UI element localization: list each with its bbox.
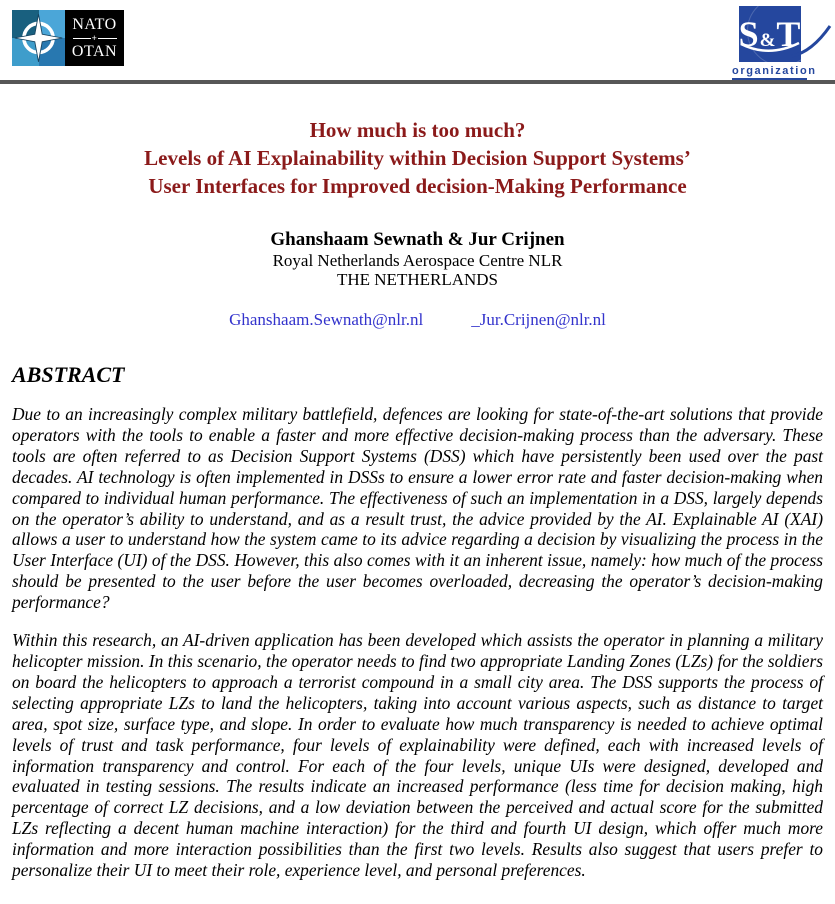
otan-text: OTAN (71, 42, 118, 60)
sto-ampersand: & (759, 30, 776, 51)
sto-logo (732, 6, 817, 80)
nato-wordmark (65, 10, 124, 66)
email-row (0, 310, 835, 330)
nato-cross-icon: + (91, 32, 98, 43)
page-title (0, 0, 835, 200)
abstract-paragraph-1: Due to an increasingly complex military battlefield, defences are looking for state-of-the-art solutions that provide operators with the tools to enable a faster and more effective decision-making process than the adversary. These tools are often referred to as Decision Support Systems (DSS) which have persistently been used over the past decades. AI technology is often implemented in DSSs to ensure a lower error rate and faster decision-making when compared to individual human performance. The effectiveness of such an implementation in a DSS, largely depends on the operator’s ability to understand, and as a result trust, the advice provided by the AI. Explainable AI (XAI) allows a user to understand how the system came to its advice regarding a decision by visualizing the process in the User Interface (UI) of the DSS. However, this also comes with it an inherent issue, namely: how much of the process should be presented to the user before the user becomes overloaded, decreasing the operator’s decision-making performance? (12, 404, 823, 613)
sto-organization-label: organization (732, 65, 817, 77)
header-divider (0, 80, 835, 84)
swoosh-tail-icon (792, 20, 834, 62)
abstract-paragraph-2: Within this research, an AI-driven application has been developed which assists the operator in planning a military helicopter mission. In this scenario, the operator needs to find two appropriate Landing Zones (LZs) for the soldiers on board the helicopters to approach a terrorist compound in a small city area. The DSS supports the process of selecting appropriate LZs to land the helicopters, taking into account various aspects, such as distance to target area, spot size, surface type, and slope. In order to evaluate how much transparency is needed to achieve optimal levels of trust and task performance, four levels of explainability were defined, each with increased levels of information transparency and control. For each of the four levels, unique UIs were designed, developed and evaluated in testing sessions. The results indicate an increased performance (less time for decision making, high percentage of correct LZ decisions, and a low deviation between the perceived and actual score for the submitted LZs reflecting a decent human machine interaction) for the third and fourth UI design, which offer much more information and more interaction possibilities than the first two levels. Results also suggest that users prefer to personalize their UI to meet their role, experience level, and personal preferences. (12, 630, 823, 881)
sto-letter-s: S (738, 14, 759, 54)
author-affiliation: Royal Netherlands Aerospace Centre NLR (272, 251, 563, 270)
nato-text: NATO (72, 15, 117, 33)
author-country: THE NETHERLANDS (336, 270, 498, 289)
nato-compass-icon (12, 10, 65, 66)
author-names: Ghanshaam Sewnath & Jur Crijnen (270, 229, 565, 250)
sto-letter-t: T (776, 14, 801, 54)
email-link-primary[interactable]: Ghanshaam.Sewnath@nlr.nl (229, 310, 424, 329)
title-line-1: How much is too much? (309, 118, 526, 142)
title-line-2: Levels of AI Explainability within Decision Support Systems’ (144, 146, 691, 170)
title-line-3: User Interfaces for Improved decision-Making Performance (148, 174, 687, 198)
email-link-secondary[interactable]: _Jur.Crijnen@nlr.nl (471, 310, 606, 329)
author-block (0, 228, 835, 289)
nato-emblem (12, 10, 65, 66)
nato-cross-divider (73, 34, 117, 43)
nato-logo (12, 10, 124, 66)
abstract-heading: ABSTRACT (12, 362, 125, 387)
